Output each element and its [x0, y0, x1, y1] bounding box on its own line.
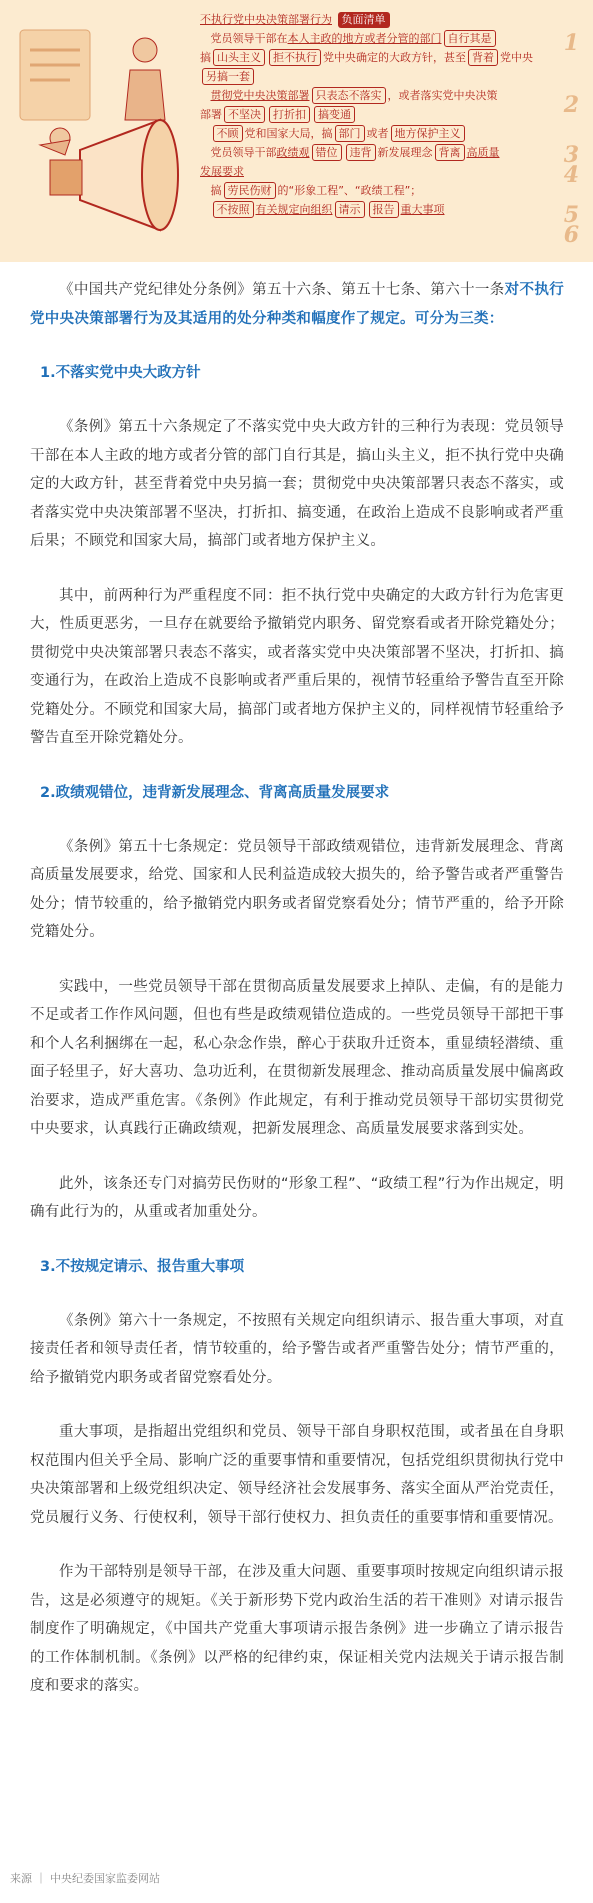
section-3-paragraph-2: 重大事项，是指超出党组织和党员、领导干部自身职权范围，或者虽在自身职权范围内但关乎全局、影响广泛的重要事情和重要情况，包括党组织贯彻执行党中央决策部署和上级党组织决定、领导经济社会发展事务、落实全面从严治党责任，党员履行义务、行使权利，领导干部行使权力、担负责任的重要事情和重要情况。 [30, 1424, 564, 1526]
section-2-paragraph-3: 此外，该条还专门对搞劳民伤财的“形象工程”、“政绩工程”行为作出规定，明确有此行为的，从重或者加重处分。 [30, 1175, 564, 1220]
section-1-paragraph-1: 《条例》第五十六条规定了不落实党中央大政方针的三种行为表现：党员领导干部在本人主政的地方或者分管的部门自行其是，搞山头主义，拒不执行党中央确定的大政方针，甚至背着党中央另搞一套；贯彻党中央决策部署只表态不落实，或者落实党中央决策部署不坚决，打折扣、搞变通，在政治上造成不良影响或者严重后果；不顾党和国家大局，搞部门或者地方保护主义。 [30, 419, 564, 549]
banner-number-6: 6 [563, 222, 579, 248]
section-2-paragraph-1: 《条例》第五十七条规定：党员领导干部政绩观错位，违背新发展理念、背离高质量发展要求，给党、国家和人民利益造成较大损失的，给予警告或者严重警告处分；情节较重的，给予撤销党内职务或者留党察看处分；情节严重的，给予开除党籍处分。 [30, 838, 564, 940]
banner-number-3: 3 [563, 142, 579, 168]
banner-line-4: 另搞一套 [200, 67, 560, 86]
banner-title: 不执行党中央决策部署行为 负面清单 [200, 10, 560, 29]
banner-number-2: 2 [563, 92, 579, 118]
intro-paragraph: 《中国共产党纪律处分条例》第五十六条、第五十七条、第六十一条对不执行党中央决策部署行为及其适用的处分种类和幅度作了规定。可分为三类： [30, 282, 565, 327]
banner-line-3: 搞 山头主义 拒不执行 党中央确定的大政方针，甚至 背着 党中央 [200, 51, 533, 64]
banner-line-7: 不顾 党和国家大局，搞 部门 或者 地方保护主义 [200, 124, 560, 143]
banner-text [200, 10, 560, 219]
section-1-heading: 1.不落实党中央大政方针 [40, 365, 201, 381]
infographic-banner [0, 0, 593, 262]
banner-line-2: 党员领导干部在本人主政的地方或者分管的部门 自行其是 [200, 29, 560, 48]
banner-line-11: 不按照 有关规定向组织 请示 报告 重大事项 [200, 200, 560, 219]
banner-number-1: 1 [563, 30, 579, 56]
banner-line-10: 搞 劳民伤财 的“形象工程”、“政绩工程”； [210, 184, 422, 197]
megaphone-illustration [10, 10, 200, 250]
section-3-paragraph-1: 《条例》第六十一条规定，不按照有关规定向组织请示、报告重大事项，对直接责任者和领导责任者，情节较重的，给予警告或者严重警告处分；情节严重的，给予撤销党内职务或者留党察看处分。 [30, 1312, 564, 1386]
source-footer: 来源 ｜ 中央纪委国家监委网站 [10, 1872, 160, 1885]
article-body [30, 262, 564, 1701]
banner-number-4: 4 [563, 162, 579, 188]
banner-line-8: 党员领导干部政绩观 错位 违背 新发展理念 背离 高质量 [210, 146, 500, 159]
banner-line-9: 发展要求 [200, 165, 244, 178]
banner-line-6: 部署 不坚决 打折扣 搞变通 [200, 105, 560, 124]
section-1-paragraph-2: 其中，前两种行为严重程度不同：拒不执行党中央确定的大政方针行为危害更大，性质更恶劣，一旦存在就要给予撤销党内职务、留党察看或者开除党籍处分；贯彻党中央决策部署只表态不落实，或者落实党中央决策部署不坚决，打折扣、搞变通行为，在政治上造成不良影响或者严重后果的，视情节轻重给予警告直至开除党籍处分。不顾党和国家大局，搞部门或者地方保护主义的，同样视情节轻重给予警告直至开除党籍处分。 [30, 587, 564, 746]
banner-number-5: 5 [563, 202, 579, 228]
section-3-paragraph-3: 作为干部特别是领导干部，在涉及重大问题、重要事项时按规定向组织请示报告，这是必须遵守的规矩。《关于新形势下党内政治生活的若干准则》对请示报告制度作了明确规定，《中国共产党重大事项请示报告条例》进一步确立了请示报告的工作体制机制。《条例》以严格的纪律约束，保证相关党内法规关于请示报告制度和要求的落实。 [30, 1564, 564, 1694]
banner-line-5: 贯彻党中央决策部署 只表态不落实 ，或者落实党中央决策 [210, 89, 498, 102]
section-2-paragraph-2: 实践中，一些党员领导干部在贯彻高质量发展要求上掉队、走偏，有的是能力不足或者工作作风问题，但也有些是政绩观错位造成的。一些党员领导干部把干事和个人名利捆绑在一起，私心杂念作祟，醉心于获取升迁资本，重显绩轻潜绩、重面子轻里子，好大喜功、急功近利，在贯彻新发展理念、推动高质量发展中偏离政治要求，造成严重危害。《条例》作此规定，有利于推动党员领导干部切实贯彻党中央要求，认真践行正确政绩观，把新发展理念、高质量发展要求落到实处。 [30, 978, 564, 1137]
section-2-heading: 2.政绩观错位，违背新发展理念、背离高质量发展要求 [40, 784, 390, 801]
section-3-heading: 3.不按规定请示、报告重大事项 [40, 1258, 245, 1275]
